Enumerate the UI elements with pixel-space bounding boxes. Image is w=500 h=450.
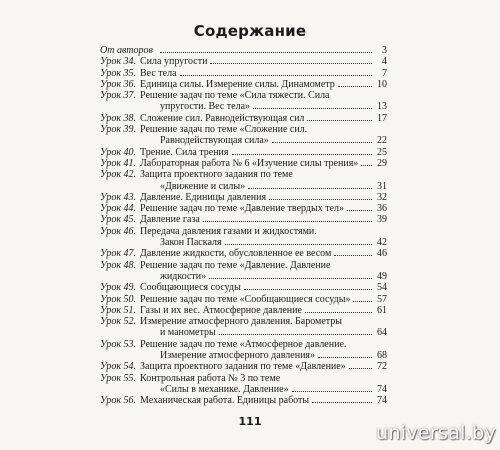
table-of-contents (100, 45, 387, 407)
dot-leader (338, 79, 372, 87)
toc-entry-line (100, 124, 387, 135)
toc-entry-line (100, 135, 387, 146)
toc-entry (100, 339, 387, 362)
toc-entry-page: 39 (377, 214, 387, 226)
dot-leader (305, 305, 372, 313)
toc-entry-title: Защита проектного задания по теме «Давление» (140, 361, 346, 373)
toc-entry (100, 158, 387, 169)
toc-entry-line (100, 45, 387, 56)
toc-entry-title: Решение задач по теме «Атмосферное давление. (140, 338, 347, 350)
toc-entry (100, 203, 387, 214)
toc-entry-title: жидкости» (160, 270, 207, 282)
toc-entry-line (100, 271, 387, 282)
toc-entry-page: 61 (377, 304, 387, 316)
toc-entry-title: Единица силы. Измерение силы. Динамометр (140, 78, 335, 90)
toc-entry (100, 192, 387, 203)
toc-entry (100, 248, 387, 259)
dot-leader (312, 395, 372, 403)
dot-leader (225, 237, 372, 245)
toc-entry-page: 42 (377, 237, 387, 249)
toc-entry-page: 10 (377, 78, 387, 90)
toc-entry-page: 25 (377, 146, 387, 158)
toc-entry (100, 68, 387, 79)
dot-leader (361, 158, 372, 166)
toc-entry-line (100, 361, 387, 372)
toc-entry-label: Урок 46. (100, 225, 137, 237)
toc-entry (100, 169, 387, 192)
toc-entry (100, 226, 387, 249)
toc-entry-page: 36 (377, 203, 387, 215)
toc-entry-line (100, 68, 387, 79)
dot-leader (269, 192, 372, 200)
toc-entry (100, 147, 387, 158)
toc-entry-label: Урок 55. (100, 372, 137, 384)
toc-entry-line (100, 384, 387, 395)
toc-entry-label: Урок 40. (100, 146, 137, 158)
toc-entry-title: Решение задач по теме «Сложение сил. (140, 124, 308, 136)
toc-entry-title: Защита проектного задания по теме (140, 169, 293, 181)
toc-entry-label: Урок 43. (100, 191, 137, 203)
toc-entry-line (100, 260, 387, 271)
toc-entry-page: 46 (377, 248, 387, 260)
dot-leader (307, 113, 372, 121)
toc-entry-line (100, 214, 387, 225)
toc-entry-line (100, 101, 387, 112)
toc-entry-label: Урок 47. (100, 248, 137, 260)
toc-entry-line (100, 339, 387, 350)
toc-entry-page: 49 (377, 270, 387, 282)
toc-entry-label: Урок 56. (100, 395, 137, 407)
toc-entry-label: Урок 50. (100, 293, 137, 305)
toc-entry (100, 395, 387, 406)
toc-entry-title: Трение. Сила трения (140, 146, 229, 158)
toc-entry-title: Передача давления газами и жидкостями. (140, 225, 317, 237)
dot-leader (209, 271, 372, 279)
toc-entry-label: Урок 49. (100, 282, 137, 294)
dot-leader (347, 203, 372, 211)
page-number: 111 (238, 415, 262, 428)
toc-entry-title: Сообщающиеся сосуды (140, 282, 241, 294)
toc-entry-title: Вес тела (140, 67, 177, 79)
toc-entry-line (100, 79, 387, 90)
dot-leader (160, 45, 372, 53)
toc-entry-title: и манометры (160, 327, 216, 339)
toc-entry-title: «Силы в механике. Давление» (160, 383, 289, 395)
toc-entry-title: Лабораторная работа № 6 «Изучение силы трения» (140, 157, 359, 169)
toc-entry-line (100, 56, 387, 67)
toc-entry-page: 57 (377, 293, 387, 305)
toc-entry-line (100, 90, 387, 101)
toc-entry-line (100, 282, 387, 293)
toc-entry-line (100, 226, 387, 237)
toc-entry-page: 13 (377, 101, 387, 113)
toc-entry-line (100, 192, 387, 203)
toc-entry-page: 74 (377, 383, 387, 395)
toc-entry-line (100, 147, 387, 158)
toc-entry-line (100, 294, 387, 305)
dot-leader (349, 361, 372, 369)
toc-entry-page: 29 (377, 157, 387, 169)
toc-entry-page: 31 (377, 180, 387, 192)
toc-entry-title: Давление жидкости, обусловленное ее весом (140, 248, 332, 260)
toc-entry-line (100, 181, 387, 192)
toc-entry-title: Решение задач по теме «Сила тяжести. Сила (140, 90, 330, 102)
dot-leader (292, 384, 372, 392)
toc-entry-page: 64 (377, 327, 387, 339)
toc-entry-title: упругости. Вес тела» (160, 101, 251, 113)
toc-entry-page: 54 (377, 282, 387, 294)
toc-entry-title: Давление газа (140, 214, 200, 226)
toc-entry (100, 214, 387, 225)
dot-leader (210, 56, 372, 64)
toc-entry-title: Решение задач по теме «Сообщающиеся сосуды» (140, 293, 351, 305)
toc-entry-line (100, 316, 387, 327)
toc-entry-label: Урок 48. (100, 259, 137, 271)
toc-entry-label: Урок 53. (100, 338, 137, 350)
toc-entry-label: Урок 41. (100, 157, 137, 169)
toc-entry-label: Урок 36. (100, 78, 137, 90)
dot-leader (253, 101, 372, 109)
toc-entry-page: 4 (382, 56, 387, 68)
toc-entry-title: Сила упругости (140, 56, 208, 68)
toc-entry-page: 74 (377, 395, 387, 407)
dot-leader (244, 282, 372, 290)
toc-entry (100, 260, 387, 283)
toc-entry-line (100, 350, 387, 361)
toc-entry-line (100, 113, 387, 124)
toc-entry-line (100, 248, 387, 259)
toc-entry (100, 79, 387, 90)
toc-entry-line (100, 158, 387, 169)
toc-entry-title: Механическая работа. Единицы работы (140, 395, 310, 407)
dot-leader (318, 350, 372, 358)
dot-leader (180, 68, 372, 76)
toc-entry-page: 7 (382, 67, 387, 79)
toc-entry-label: Урок 51. (100, 304, 137, 316)
toc-entry-page: 72 (377, 361, 387, 373)
toc-entry-label: Урок 44. (100, 203, 137, 215)
toc-entry-label: Урок 54. (100, 361, 137, 373)
toc-entry (100, 124, 387, 147)
toc-entry (100, 282, 387, 293)
toc-entry-title: Измерение атмосферного давления» (160, 350, 316, 362)
toc-entry (100, 305, 387, 316)
page-title: Содержание (193, 22, 307, 40)
toc-entry-title: Давление. Единицы давления (140, 191, 267, 203)
toc-entry-page: 32 (377, 191, 387, 203)
dot-leader (353, 294, 372, 302)
toc-entry-label: Урок 39. (100, 124, 137, 136)
dot-leader (232, 147, 372, 155)
toc-entry-title: Решение задач по теме «Давление. Давление (140, 259, 331, 271)
toc-entry (100, 373, 387, 396)
toc-entry-title: Газы и их вес. Атмосферное давление (140, 304, 302, 316)
toc-entry-title: Закон Паскаля (160, 237, 222, 249)
watermark-logo: universal.by (376, 422, 496, 444)
toc-entry-title: Равнодействующая сила» (160, 135, 269, 147)
toc-entry-title: Решение задач по теме «Давление твердых тел» (140, 203, 344, 215)
toc-entry-label: Урок 35. (100, 67, 137, 79)
dot-leader (272, 135, 372, 143)
dot-leader (203, 214, 372, 222)
toc-entry-line (100, 395, 387, 406)
toc-entry-line (100, 169, 387, 180)
toc-entry-title: Измерение атмосферного давления. Барометры (140, 316, 343, 328)
toc-entry-page: 22 (377, 135, 387, 147)
dot-leader (219, 327, 372, 335)
toc-entry-line (100, 237, 387, 248)
toc-entry-label: Урок 52. (100, 316, 137, 328)
toc-entry-label: Урок 42. (100, 169, 137, 181)
dot-leader (248, 181, 372, 189)
toc-entry-label: От авторов (100, 45, 153, 56)
toc-entry-label: Урок 45. (100, 214, 137, 226)
toc-entry-page: 68 (377, 350, 387, 362)
toc-entry-page: 17 (377, 112, 387, 124)
toc-entry-page: 3 (382, 45, 387, 56)
toc-entry-label: Урок 34. (100, 56, 137, 68)
toc-entry-label: Урок 38. (100, 112, 137, 124)
toc-entry (100, 294, 387, 305)
toc-entry-line (100, 305, 387, 316)
toc-entry-title: «Движение и силы» (160, 180, 246, 192)
toc-entry-line (100, 203, 387, 214)
toc-entry (100, 316, 387, 339)
toc-entry-line (100, 373, 387, 384)
toc-entry (100, 361, 387, 372)
toc-entry-line (100, 327, 387, 338)
toc-entry (100, 113, 387, 124)
toc-entry (100, 45, 387, 56)
toc-entry-label: Урок 37. (100, 90, 137, 102)
toc-entry (100, 56, 387, 67)
toc-entry-title: Сложение сил. Равнодействующая сил (140, 112, 305, 124)
toc-entry-title: Контрольная работа № 3 по теме (140, 372, 281, 384)
dot-leader (334, 248, 372, 256)
toc-entry (100, 90, 387, 113)
